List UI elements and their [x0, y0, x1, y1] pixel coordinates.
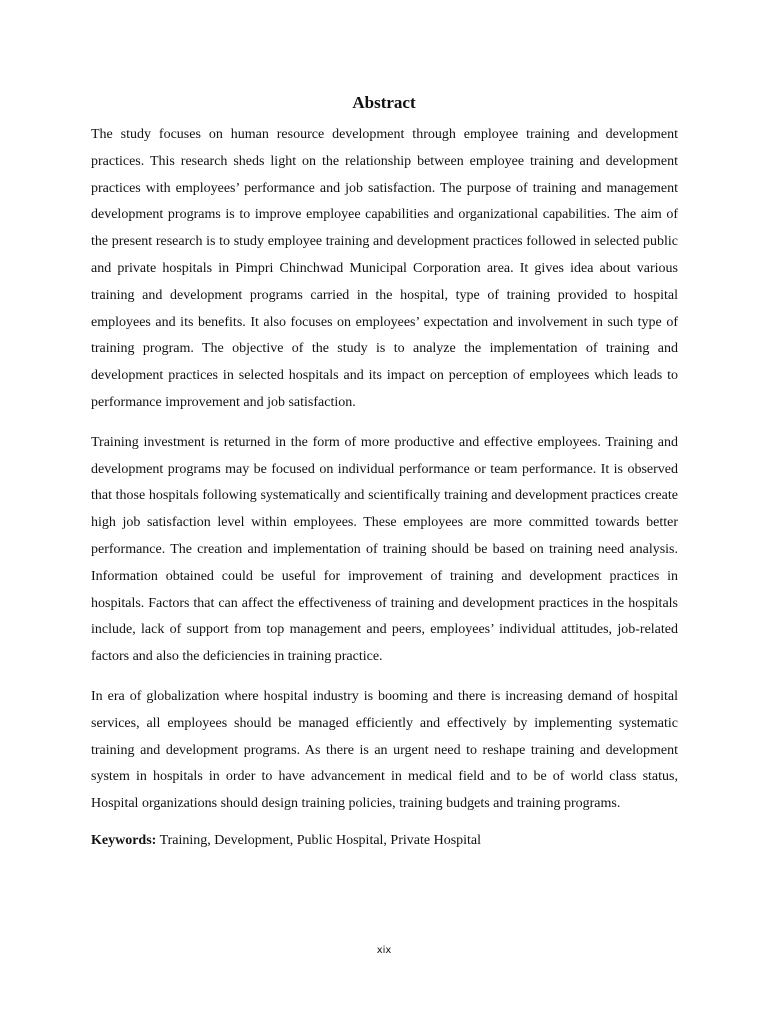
abstract-paragraph-1: The study focuses on human resource development through employee training and development practices. This research sheds light on the relationship between employee training and development practices with employees’ performance and job satisfaction. The purpose of training and management development programs is to improve employee capabilities and organizational capabilities. The aim of the present research is to study employee training and development practices followed in selected public and private hospitals in Pimpri Chinchwad Municipal Corporation area. It gives idea about various training and development programs carried in the hospital, type of training provided to hospital employees and its benefits. It also focuses on employees’ expectation and involvement in such type of training program. The objective of the study is to analyze the implementation of training and development practices in selected hospitals and its impact on perception of employees which leads to performance improvement and job satisfaction. — [91, 127, 678, 410]
abstract-paragraph-3: In era of globalization where hospital industry is booming and there is increasing demand of hospital services, all employees should be managed efficiently and effectively by implementing systematic training and development programs. As there is an urgent need to reshape training and development system in hospitals in order to have advancement in medical field and to be of world class status, Hospital organizations should design training policies, training budgets and training programs. — [91, 688, 678, 812]
keywords-line — [91, 829, 678, 853]
page-number: xix — [376, 945, 392, 956]
abstract-paragraph-2: Training investment is returned in the form of more productive and effective employees. Training and development programs may be focused on individual performance or team performance. It is observed that those hospitals following systematically and scientifically training and development practices create high job satisfaction level within employees. These employees are more committed towards better performance. The creation and implementation of training should be based on training need analysis. Information obtained could be useful for improvement of training and development practices in hospitals. Factors that can affect the effectiveness of training and development practices in the hospitals include, lack of support from top management and peers, employees’ individual attitudes, job-related factors and also the deficiencies in training practice. — [91, 434, 678, 665]
keywords-label: Keywords: — [91, 832, 157, 848]
abstract-body — [91, 122, 678, 853]
abstract-title: Abstract — [352, 93, 416, 112]
keywords-list: Training, Development, Public Hospital, Private Hospital — [156, 832, 482, 848]
